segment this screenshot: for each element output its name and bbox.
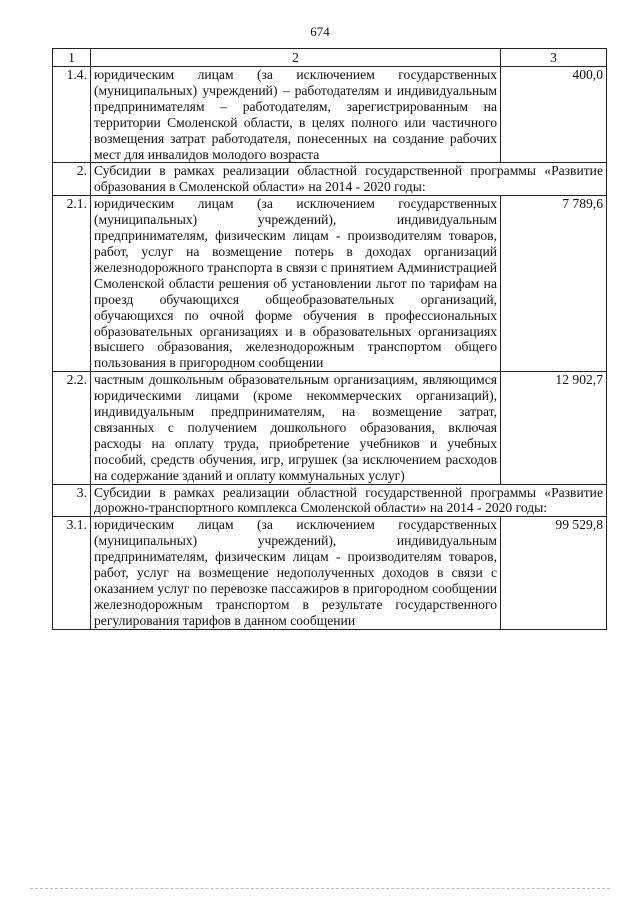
section-title: Субсидии в рамках реализации областной государственной программы «Развитие дорожно-транспортного комплекса Смоленской области» на 2014 - 2020 годы: bbox=[91, 484, 607, 517]
table-row bbox=[53, 372, 607, 484]
header-col-2: 2 bbox=[91, 49, 501, 67]
row-text: юридическим лицам (за исключением государственных (муниципальных) учреждений), индивидуальным предпринимателям, физическим лицам - производителям товаров, работ, услуг на возмещение недополученных доходов в связи с оказанием услуг по перевозке пассажиров в пригородном сообщении железнодорожным транспортом в результате государственного регулирования тарифов в данном сообщении bbox=[91, 517, 501, 629]
table-section-row bbox=[53, 163, 607, 196]
page-number: 674 bbox=[310, 24, 330, 39]
row-value: 7 789,6 bbox=[501, 196, 607, 372]
row-text: юридическим лицам (за исключением государственных (муниципальных) учреждений) – работодателям и индивидуальным предпринимателям – работодателям, зарегистрированным на территории Смоленской области, в целях полного или частичного возмещения затрат работодателя, понесенных на создание рабочих мест для инвалидов молодого возраста bbox=[91, 67, 501, 163]
table-row bbox=[53, 517, 607, 629]
header-col-3: 3 bbox=[501, 49, 607, 67]
table-section-row bbox=[53, 484, 607, 517]
row-number: 3.1. bbox=[53, 517, 91, 629]
row-number: 2.2. bbox=[53, 372, 91, 484]
row-text: юридическим лицам (за исключением государственных (муниципальных) учреждений), индивидуальным предпринимателям, физическим лицам - производителям товаров, работ, услуг на возмещение потерь в доходах организаций железнодорожного транспорта в связи с принятием Администрацией Смоленской области решения об установлении льгот по тарифам на проезд обучающихся общеобразовательных организаций, обучающихся по очной форме обучения в профессиональных образовательных организациях и в образовательных организациях высшего образования, железнодорожным транспортом общего пользования в пригородном сообщении bbox=[91, 196, 501, 372]
table-header-row bbox=[53, 49, 607, 67]
row-value: 400,0 bbox=[501, 67, 607, 163]
row-text: частным дошкольным образовательным организациям, являющимся юридическими лицами (кроме некоммерческих организаций), индивидуальным предпринимателям, на возмещение затрат, связанных с получением дошкольного образования, включая расходы на оплату труда, приобретение учебников и учебных пособий, средств обучения, игр, игрушек (за исключением расходов на содержание зданий и оплату коммунальных услуг) bbox=[91, 372, 501, 484]
row-number: 2. bbox=[53, 163, 91, 196]
row-number: 2.1. bbox=[53, 196, 91, 372]
row-value: 12 902,7 bbox=[501, 372, 607, 484]
table-row bbox=[53, 196, 607, 372]
table-row bbox=[53, 67, 607, 163]
subsidy-table bbox=[52, 48, 607, 630]
row-value: 99 529,8 bbox=[501, 517, 607, 629]
row-number: 1.4. bbox=[53, 67, 91, 163]
section-title: Субсидии в рамках реализации областной государственной программы «Развитие образования в Смоленской области» на 2014 - 2020 годы: bbox=[91, 163, 607, 196]
header-col-1: 1 bbox=[53, 49, 91, 67]
row-number: 3. bbox=[53, 484, 91, 517]
bottom-divider bbox=[30, 888, 610, 889]
